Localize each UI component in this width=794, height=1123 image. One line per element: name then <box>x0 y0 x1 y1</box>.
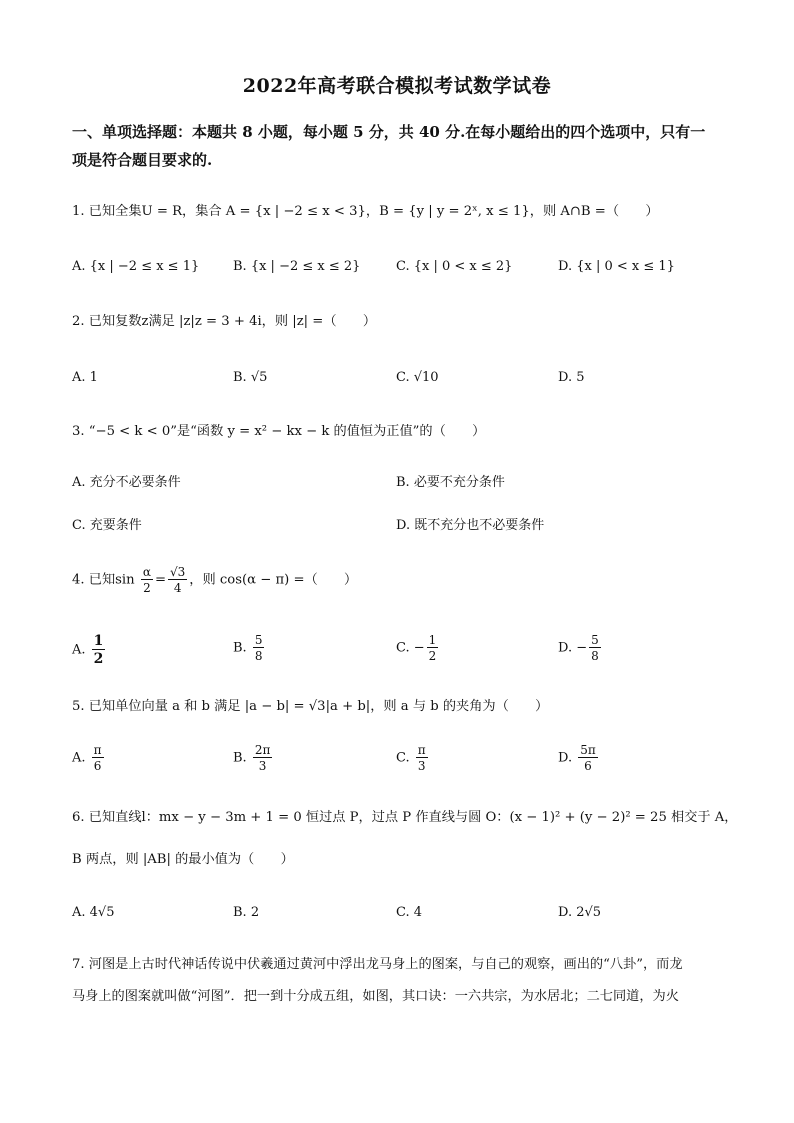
q4-option-c-den: 2 <box>428 649 437 663</box>
question-2-stem: 2. 已知复数z满足 |z|z = 3 + 4i，则 |z| =（ ） <box>72 314 377 329</box>
q5-option-d-den: 6 <box>584 759 592 773</box>
q5-option-d-num: 5π <box>580 743 596 757</box>
q4-option-c[interactable] <box>396 634 440 662</box>
q4-option-b-label: B. <box>233 640 247 656</box>
q4-stem-suffix: ，则 cos(α − π) =（ ） <box>189 572 358 588</box>
q4-rhs-den: 4 <box>173 581 182 595</box>
q5-option-b-fraction <box>253 744 273 772</box>
q4-option-a-den: 2 <box>93 651 104 667</box>
q4-option-b-num: 5 <box>254 633 263 647</box>
q4-option-a-fraction <box>92 634 106 666</box>
question-5-stem: 5. 已知单位向量 a 和 b 满足 |a − b| = √3|a + b|，则 a 与 b 的夹角为（ ） <box>72 699 549 714</box>
q5-option-b[interactable] <box>233 744 274 772</box>
q1-option-d[interactable]: D. {x | 0 < x ≤ 1} <box>558 259 675 274</box>
q4-rhs-num: √3 <box>170 565 186 579</box>
q5-option-b-den: 3 <box>258 759 267 773</box>
q1-option-b[interactable]: B. {x | −2 ≤ x ≤ 2} <box>233 259 361 274</box>
question-1-stem: 1. 已知全集U = R，集合 A = {x | −2 ≤ x < 3}，B = {y | y = 2ˣ, x ≤ 1}，则 A∩B =（ ） <box>72 204 659 219</box>
q5-option-c-label: C. <box>396 750 410 766</box>
q2-option-c[interactable]: C. √10 <box>396 370 439 385</box>
q4-option-d-num: 5 <box>591 633 599 647</box>
q1-option-a[interactable]: A. {x | −2 ≤ x ≤ 1} <box>72 259 200 274</box>
q6-option-d[interactable]: D. 2√5 <box>558 905 602 920</box>
q4-option-b-fraction <box>253 634 265 662</box>
q5-option-c[interactable] <box>396 744 430 772</box>
q3-option-d[interactable]: D. 既不充分也不必要条件 <box>396 518 545 533</box>
q4-lhs-den: 2 <box>143 581 151 595</box>
q3-option-b[interactable]: B. 必要不充分条件 <box>396 475 505 490</box>
q4-lhs-num: α <box>142 565 151 579</box>
q4-option-d-den: 8 <box>591 649 599 663</box>
q4-option-d-sign: − <box>576 640 588 656</box>
q2-option-d[interactable]: D. 5 <box>558 370 585 385</box>
q5-option-b-num: 2π <box>254 743 271 757</box>
q1-option-c[interactable]: C. {x | 0 < x ≤ 2} <box>396 259 513 274</box>
q5-option-a-fraction <box>92 744 104 772</box>
q5-option-c-den: 3 <box>417 759 426 773</box>
q5-option-d[interactable] <box>558 744 600 772</box>
q4-option-c-sign: − <box>413 640 425 656</box>
q4-option-a-num: 1 <box>93 633 104 649</box>
q6-option-b[interactable]: B. 2 <box>233 905 260 920</box>
q3-option-a[interactable]: A. 充分不必要条件 <box>72 475 181 490</box>
q4-option-c-num: 1 <box>428 633 437 647</box>
q5-option-d-fraction <box>578 744 598 772</box>
page-title: 2022年高考联合模拟考试数学试卷 <box>242 75 552 97</box>
q6-option-c[interactable]: C. 4 <box>396 905 423 920</box>
q5-option-a[interactable] <box>72 744 106 772</box>
q5-option-a-label: A. <box>72 750 86 766</box>
q4-option-d-label: D. <box>558 640 573 656</box>
q5-option-b-label: B. <box>233 750 247 766</box>
q4-option-d[interactable] <box>558 634 603 662</box>
q2-option-a[interactable]: A. 1 <box>72 370 98 385</box>
question-3-stem: 3. “−5 < k < 0”是“函数 y = x² − kx − k 的值恒为正值”的（ ） <box>72 424 486 439</box>
q2-option-b[interactable]: B. √5 <box>233 370 268 385</box>
q4-lhs-fraction <box>141 566 153 594</box>
q4-option-a[interactable] <box>72 634 107 666</box>
q5-option-d-label: D. <box>558 750 573 766</box>
section-heading <box>72 118 722 174</box>
q3-option-c[interactable]: C. 充要条件 <box>72 518 142 533</box>
q6-option-a[interactable]: A. 4√5 <box>72 905 115 920</box>
q4-option-a-label: A. <box>72 642 86 658</box>
question-6-stem: 6. 已知直线l：mx − y − 3m + 1 = 0 恒过点 P，过点 P 作直线与圆 O：(x − 1)² + (y − 2)² = 25 相交于 A， <box>72 810 738 825</box>
q4-sin: sin <box>115 572 135 588</box>
q5-option-a-num: π <box>93 743 102 757</box>
q4-option-d-fraction <box>589 634 601 662</box>
question-7-line1: 7. 河图是上古时代神话传说中伏羲通过黄河中浮出龙马身上的图案，与自己的观察，画出的“八卦”，而龙 <box>72 957 683 972</box>
q4-rhs-fraction <box>168 566 187 594</box>
q4-option-b-den: 8 <box>254 649 263 663</box>
section-heading-line2: 项是符合题目要求的. <box>72 151 213 169</box>
question-6-stem-line2: B 两点，则 |AB| 的最小值为（ ） <box>72 852 294 867</box>
question-7-line2: 马身上的图案就叫做“河图”．把一到十分成五组，如图，其口诀：一六共宗，为水居北；二七同道，为火 <box>72 989 679 1004</box>
q4-option-c-label: C. <box>396 640 410 656</box>
q5-option-c-num: π <box>417 743 426 757</box>
section-heading-line1: 一、单项选择题：本题共 8 小题，每小题 5 分，共 40 分.在每小题给出的四个选项中，只有一 <box>72 123 706 141</box>
q5-option-c-fraction <box>416 744 428 772</box>
question-4-stem: 4. 已知sin $\frac{\alpha}{2}$ = $\frac{√3}{4}$ ，则 cos(α − π) =（ ） <box>72 565 358 595</box>
q4-stem-prefix: 4. 已知 <box>72 572 116 588</box>
q4-option-c-fraction <box>427 634 439 662</box>
q5-option-a-den: 6 <box>93 759 102 773</box>
q4-option-b[interactable] <box>233 634 266 662</box>
